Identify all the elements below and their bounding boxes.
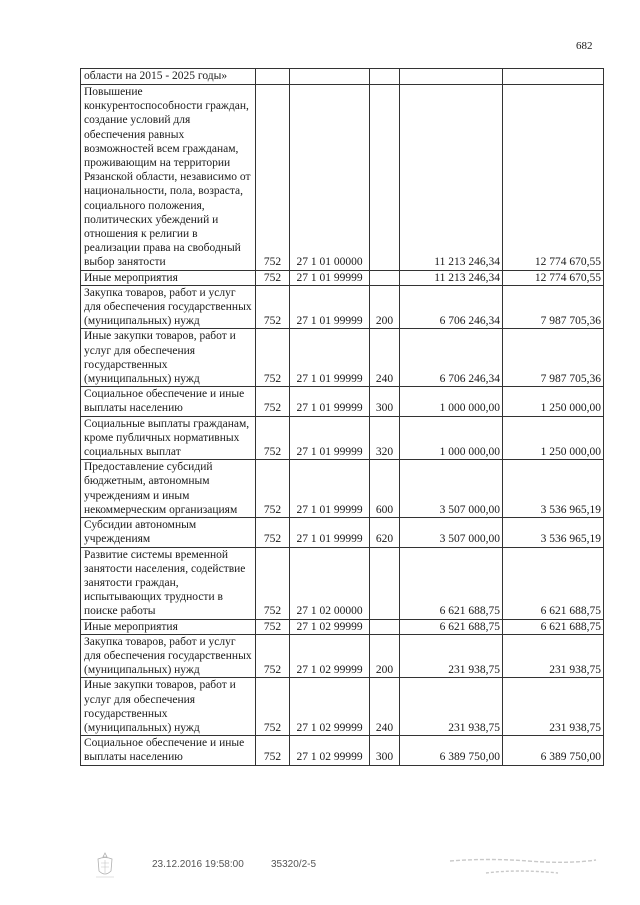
- row-amount-1: 3 507 000,00: [400, 518, 503, 547]
- table-row: [81, 678, 604, 736]
- row-expense-type: 300: [370, 387, 400, 416]
- table-row: [81, 736, 604, 765]
- row-target-article: 27 1 01 99999: [290, 518, 370, 547]
- row-target-article: 27 1 02 99999: [290, 678, 370, 736]
- row-amount-1: 3 507 000,00: [400, 460, 503, 518]
- table-row: [81, 270, 604, 285]
- row-ved-code: 752: [256, 547, 290, 619]
- row-expense-type: [370, 547, 400, 619]
- table-row: [81, 460, 604, 518]
- row-amount-1: 6 621 688,75: [400, 547, 503, 619]
- row-ved-code: 752: [256, 678, 290, 736]
- row-amount-1: 231 938,75: [400, 634, 503, 678]
- row-expense-type: 200: [370, 634, 400, 678]
- row-amount-2: 231 938,75: [503, 678, 604, 736]
- coat-of-arms-seal-icon: [94, 851, 116, 881]
- row-name: Развитие системы временной занятости населения, содействие занятости граждан, испытывающих трудности в поиске работы: [81, 547, 256, 619]
- row-target-article: 27 1 02 99999: [290, 619, 370, 634]
- row-amount-2: 7 987 705,36: [503, 329, 604, 387]
- row-expense-type: 300: [370, 736, 400, 765]
- table-row: [81, 387, 604, 416]
- row-amount-1: 6 706 246,34: [400, 285, 503, 329]
- table-row: [81, 547, 604, 619]
- row-ved-code: 752: [256, 460, 290, 518]
- row-amount-1: 6 706 246,34: [400, 329, 503, 387]
- table-row: [81, 619, 604, 634]
- row-ved-code: 752: [256, 285, 290, 329]
- row-target-article: 27 1 01 99999: [290, 387, 370, 416]
- registration-stamp-watermark: [448, 854, 598, 880]
- row-target-article: 27 1 01 99999: [290, 416, 370, 460]
- row-amount-1: 1 000 000,00: [400, 416, 503, 460]
- row-ved-code: [256, 69, 290, 85]
- row-ved-code: 752: [256, 387, 290, 416]
- footer-doc-code: 35320/2-5: [271, 859, 317, 870]
- row-amount-2: 12 774 670,55: [503, 85, 604, 271]
- row-expense-type: 200: [370, 285, 400, 329]
- row-ved-code: 752: [256, 329, 290, 387]
- row-name: Иные мероприятия: [81, 619, 256, 634]
- row-ved-code: 752: [256, 619, 290, 634]
- row-expense-type: 320: [370, 416, 400, 460]
- row-target-article: 27 1 02 99999: [290, 634, 370, 678]
- row-amount-2: [503, 69, 604, 85]
- row-expense-type: [370, 69, 400, 85]
- budget-table: [80, 68, 604, 766]
- row-expense-type: 600: [370, 460, 400, 518]
- page-number: 682: [576, 40, 593, 52]
- row-name: Субсидии автономным учреждениям: [81, 518, 256, 547]
- row-expense-type: [370, 270, 400, 285]
- table-row: [81, 285, 604, 329]
- row-amount-2: 7 987 705,36: [503, 285, 604, 329]
- row-amount-2: 3 536 965,19: [503, 460, 604, 518]
- row-ved-code: 752: [256, 518, 290, 547]
- row-name: Иные закупки товаров, работ и услуг для обеспечения государственных (муниципальных) нужд: [81, 329, 256, 387]
- table-row: [81, 416, 604, 460]
- row-amount-2: 1 250 000,00: [503, 387, 604, 416]
- row-expense-type: 620: [370, 518, 400, 547]
- table-body: [81, 69, 604, 766]
- row-amount-1: 1 000 000,00: [400, 387, 503, 416]
- row-expense-type: 240: [370, 329, 400, 387]
- table-row: [81, 634, 604, 678]
- footer-timestamp: 23.12.2016 19:58:00: [152, 859, 244, 870]
- row-name: Иные мероприятия: [81, 270, 256, 285]
- row-name: Предоставление субсидий бюджетным, автономным учреждениям и иным некоммерческим организациям: [81, 460, 256, 518]
- row-expense-type: 240: [370, 678, 400, 736]
- row-amount-1: 6 389 750,00: [400, 736, 503, 765]
- row-name: Социальное обеспечение и иные выплаты населению: [81, 736, 256, 765]
- row-target-article: 27 1 01 99999: [290, 329, 370, 387]
- row-target-article: 27 1 02 99999: [290, 736, 370, 765]
- row-name: Закупка товаров, работ и услуг для обеспечения государственных (муниципальных) нужд: [81, 634, 256, 678]
- row-amount-1: 11 213 246,34: [400, 85, 503, 271]
- table-row: [81, 85, 604, 271]
- row-amount-1: [400, 69, 503, 85]
- row-ved-code: 752: [256, 416, 290, 460]
- table-row: [81, 518, 604, 547]
- table-row: [81, 329, 604, 387]
- row-target-article: 27 1 02 00000: [290, 547, 370, 619]
- row-amount-1: 6 621 688,75: [400, 619, 503, 634]
- row-name: Иные закупки товаров, работ и услуг для обеспечения государственных (муниципальных) нужд: [81, 678, 256, 736]
- row-ved-code: 752: [256, 85, 290, 271]
- row-ved-code: 752: [256, 270, 290, 285]
- row-name: Социальные выплаты гражданам, кроме публичных нормативных социальных выплат: [81, 416, 256, 460]
- row-name: Повышение конкурентоспособности граждан, создание условий для обеспечения равных возможностей всем гражданам, проживающим на территории Рязанской области, независимо от национальности, пола, возраста, социального положения, политических убеждений и отношения к религии в реализации права на свободный выбор занятости: [81, 85, 256, 271]
- row-ved-code: 752: [256, 736, 290, 765]
- row-amount-2: 6 621 688,75: [503, 619, 604, 634]
- row-ved-code: 752: [256, 634, 290, 678]
- row-amount-1: 231 938,75: [400, 678, 503, 736]
- row-target-article: 27 1 01 99999: [290, 460, 370, 518]
- row-amount-2: 6 621 688,75: [503, 547, 604, 619]
- row-amount-2: 231 938,75: [503, 634, 604, 678]
- row-amount-2: 6 389 750,00: [503, 736, 604, 765]
- row-amount-2: 12 774 670,55: [503, 270, 604, 285]
- row-expense-type: [370, 619, 400, 634]
- row-target-article: 27 1 01 00000: [290, 85, 370, 271]
- row-name: Социальное обеспечение и иные выплаты населению: [81, 387, 256, 416]
- row-amount-2: 3 536 965,19: [503, 518, 604, 547]
- row-amount-1: 11 213 246,34: [400, 270, 503, 285]
- row-name: Закупка товаров, работ и услуг для обеспечения государственных (муниципальных) нужд: [81, 285, 256, 329]
- row-target-article: 27 1 01 99999: [290, 270, 370, 285]
- row-target-article: [290, 69, 370, 85]
- row-target-article: 27 1 01 99999: [290, 285, 370, 329]
- table-row: [81, 69, 604, 85]
- row-amount-2: 1 250 000,00: [503, 416, 604, 460]
- row-expense-type: [370, 85, 400, 271]
- row-name: области на 2015 - 2025 годы»: [81, 69, 256, 85]
